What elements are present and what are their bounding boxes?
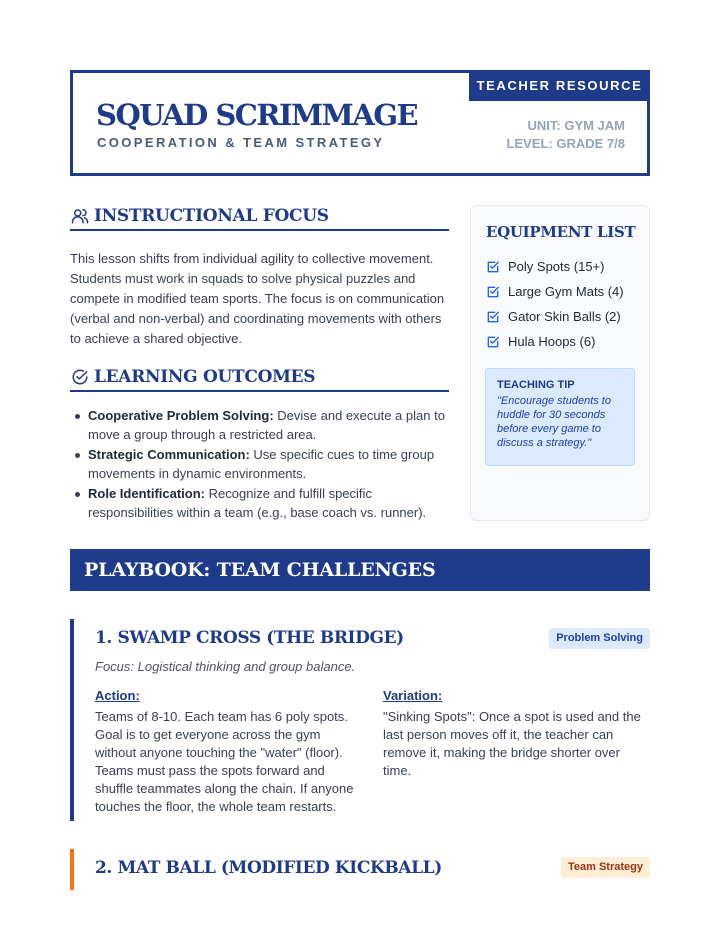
challenge-tag: Team Strategy (561, 857, 650, 878)
equipment-list (486, 254, 624, 354)
instructional-focus-heading (70, 205, 449, 231)
action-text: Teams of 8-10. Each team has 6 poly spots. Goal is to get everyone across the gym without anyone touching the "water" (floor). Teams must pass the spots forward and shuffle teammates along the chain. If anyone touches the floor, the whole team restarts. (95, 709, 354, 814)
outcomes-list (70, 406, 450, 523)
teacher-resource-tab: TEACHER RESOURCE (469, 70, 650, 101)
challenge-title: 1. SWAMP CROSS (THE BRIDGE) (95, 628, 404, 648)
checkbox-checked-icon (486, 310, 500, 324)
learning-outcomes-heading (70, 366, 449, 392)
equipment-sidebar (470, 205, 650, 521)
unit-info (507, 117, 625, 153)
action-label: Action: (95, 688, 140, 703)
list-item (70, 406, 450, 444)
challenge-tag: Problem Solving (549, 628, 650, 649)
list-item (486, 329, 624, 354)
outcome-label: Role Identification: (88, 486, 205, 501)
list-item (70, 445, 450, 483)
challenge-title: 2. MAT BALL (MODIFIED KICKBALL) (95, 858, 442, 878)
variation-column (383, 687, 648, 780)
check-circle-icon (71, 368, 89, 386)
outcome-label: Strategic Communication: (88, 447, 250, 462)
focus-paragraph: This lesson shifts from individual agility to collective movement. Students must work in squads to solve physical puzzles and compete in modified team sports. The focus is on communication (verbal and non-verbal) and coordinating movements with others to achieve a shared objective. (70, 251, 445, 346)
equipment-heading: EQUIPMENT LIST (486, 223, 636, 241)
teaching-tip-title: TEACHING TIP (497, 379, 575, 391)
teaching-tip-box (485, 368, 635, 466)
challenge-focus: Focus: Logistical thinking and group balance. (95, 659, 356, 674)
equipment-item: Hula Hoops (6) (508, 334, 596, 349)
action-column (95, 687, 360, 816)
challenge-card (70, 849, 650, 890)
header-box (70, 70, 650, 176)
page-subtitle: COOPERATION & TEAM STRATEGY (97, 135, 385, 150)
variation-text: "Sinking Spots": Once a spot is used and the last person moves off it, the teacher can remove it, making the bridge shorter over time. (383, 709, 641, 778)
list-item (486, 279, 624, 304)
section-title: INSTRUCTIONAL FOCUS (94, 206, 329, 226)
equipment-item: Large Gym Mats (4) (508, 284, 624, 299)
users-icon (71, 207, 89, 225)
list-item (486, 254, 624, 279)
section-title: LEARNING OUTCOMES (94, 367, 316, 387)
outcome-text: Recognize and fulfill specific responsibilities within a team (e.g., base coach vs. runner). (88, 486, 427, 520)
equipment-item: Poly Spots (15+) (508, 259, 605, 274)
level-label: LEVEL: GRADE 7/8 (506, 136, 625, 151)
playbook-banner: PLAYBOOK: TEAM CHALLENGES (70, 549, 650, 591)
list-item (70, 484, 450, 522)
checkbox-checked-icon (486, 335, 500, 349)
checkbox-checked-icon (486, 285, 500, 299)
challenge-accent-bar (70, 619, 74, 821)
teaching-tip-text: "Encourage students to huddle for 30 seconds before every game to discuss a strategy." (497, 395, 611, 449)
checkbox-checked-icon (486, 260, 500, 274)
list-item (486, 304, 624, 329)
outcome-text: Use specific cues to time group movements in dynamic environments. (88, 447, 435, 481)
challenge-card (70, 619, 650, 821)
outcome-label: Cooperative Problem Solving: (88, 408, 274, 423)
outcome-text: Devise and execute a plan to move a group through a restricted area. (88, 408, 445, 442)
challenge-accent-bar (70, 849, 74, 890)
variation-label: Variation: (383, 688, 443, 703)
page-title: SQUAD SCRIMMAGE (96, 98, 418, 132)
unit-label: UNIT: GYM JAM (527, 118, 625, 133)
equipment-item: Gator Skin Balls (2) (508, 309, 621, 324)
